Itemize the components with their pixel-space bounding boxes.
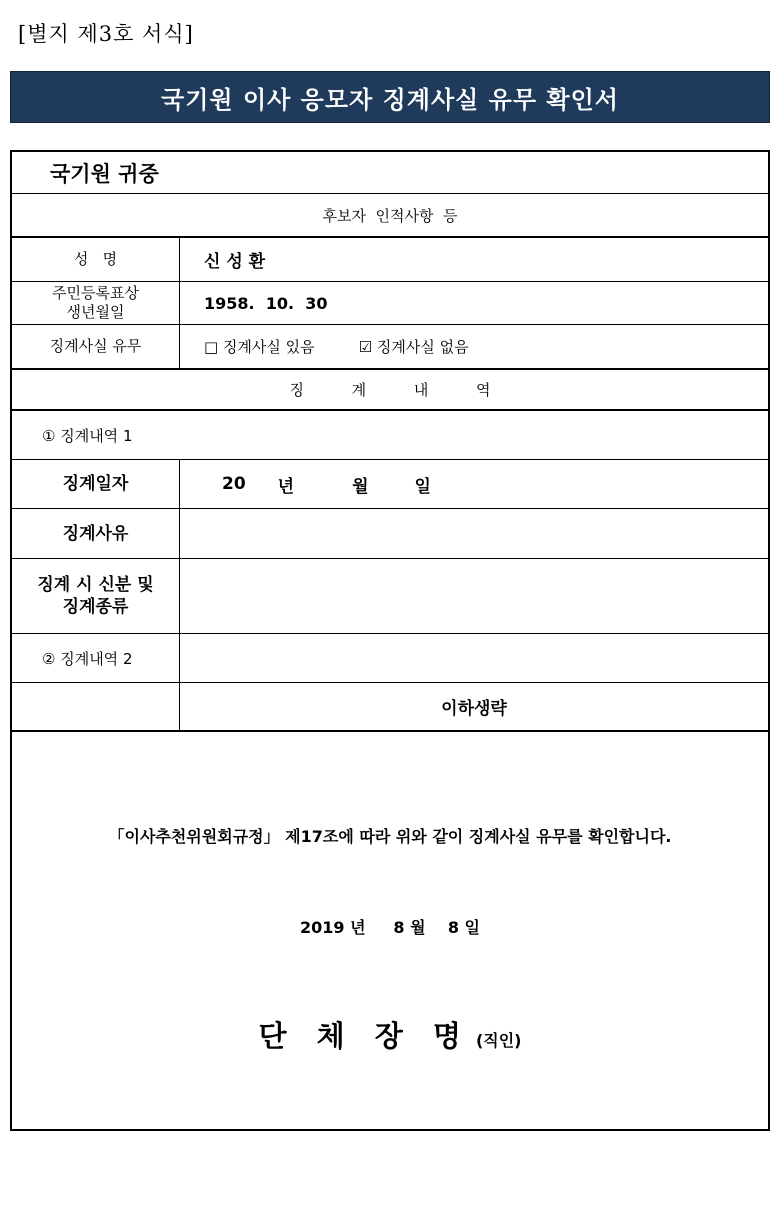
omitted-label-cell <box>12 683 180 730</box>
status-row <box>12 559 768 634</box>
name-label: 성 명 <box>73 250 118 268</box>
history-section-title: 징 계 내 역 <box>289 381 491 399</box>
addressee-cell <box>12 152 768 193</box>
name-value-cell <box>180 238 768 281</box>
name-label-cell <box>12 238 180 281</box>
date-value-cell <box>180 460 768 508</box>
discipline-label: 징계사실 유무 <box>49 337 142 355</box>
confirmation-form <box>10 150 770 1131</box>
discipline-reason-label: 징계사유 <box>62 523 129 544</box>
status-label-line1: 징계 시 신분 및 <box>37 575 154 595</box>
birth-date: 1958. 10. 30 <box>204 293 328 313</box>
signer-name: 단 체 장 명 <box>258 1019 471 1053</box>
candidate-section-title: 후보자 인적사항 등 <box>322 206 458 225</box>
discipline-date-label: 징계일자 <box>62 474 129 494</box>
status-label-cell <box>12 559 180 633</box>
document-title <box>10 71 770 123</box>
birth-label-cell <box>12 282 180 324</box>
omitted-value-cell <box>180 683 768 730</box>
history-item2-row <box>12 634 768 683</box>
history-item2-cell <box>12 634 180 682</box>
status-label-line2: 징계종류 <box>62 597 129 617</box>
history-item2-title: ② 징계내역 2 <box>42 649 133 668</box>
confirmation-statement: 「이사추천위원회규정」 제17조에 따라 위와 같이 징계사실 유무를 확인합니다. <box>108 827 672 846</box>
history-section-header <box>12 370 768 411</box>
history-item2-value-cell <box>180 634 768 682</box>
date-year: 20 <box>222 474 246 494</box>
date-year-unit: 년 <box>277 476 295 497</box>
date-label-cell <box>12 460 180 508</box>
omitted-row <box>12 683 768 732</box>
form-number-label: [별지 제3호 서식] <box>18 22 194 46</box>
history-item1-title: ① 징계내역 1 <box>42 426 133 445</box>
history-item1-row <box>12 411 768 460</box>
candidate-section-title-cell <box>12 194 768 236</box>
omitted-text: 이하생략 <box>441 699 507 719</box>
birth-label-line2: 생년월일 <box>66 303 125 321</box>
reason-row <box>12 509 768 559</box>
candidate-name: 신 성 환 <box>204 252 266 272</box>
reason-label-cell <box>12 509 180 558</box>
discipline-yes-checkbox[interactable]: □ 징계사실 있음 <box>204 338 315 356</box>
name-row <box>12 238 768 282</box>
date-month-unit: 월 <box>352 476 369 497</box>
birth-value-cell <box>180 282 768 324</box>
discipline-no-checkbox[interactable]: ☑ 징계사실 없음 <box>358 338 469 356</box>
candidate-section-header <box>12 194 768 238</box>
status-value-cell <box>180 559 768 633</box>
discipline-options-cell <box>180 325 768 368</box>
reason-value-cell <box>180 509 768 558</box>
date-row <box>12 460 768 509</box>
history-item1-cell <box>12 411 768 459</box>
addressee: 국기원 귀중 <box>50 161 159 186</box>
confirmation-date: 2019 년 8 월 8 일 <box>299 918 480 937</box>
discipline-label-cell <box>12 325 180 368</box>
document-title-text: 국기원 이사 응모자 징계사실 유무 확인서 <box>161 85 619 114</box>
signer-block <box>12 1014 768 1055</box>
signer-seal: (직인) <box>475 1031 522 1050</box>
discipline-status-row <box>12 325 768 370</box>
birth-row <box>12 282 768 325</box>
date-day-unit: 일 <box>414 476 431 497</box>
history-section-title-cell <box>12 370 768 409</box>
birth-label-line1: 주민등록표상 <box>52 284 139 302</box>
addressee-row <box>12 152 768 194</box>
